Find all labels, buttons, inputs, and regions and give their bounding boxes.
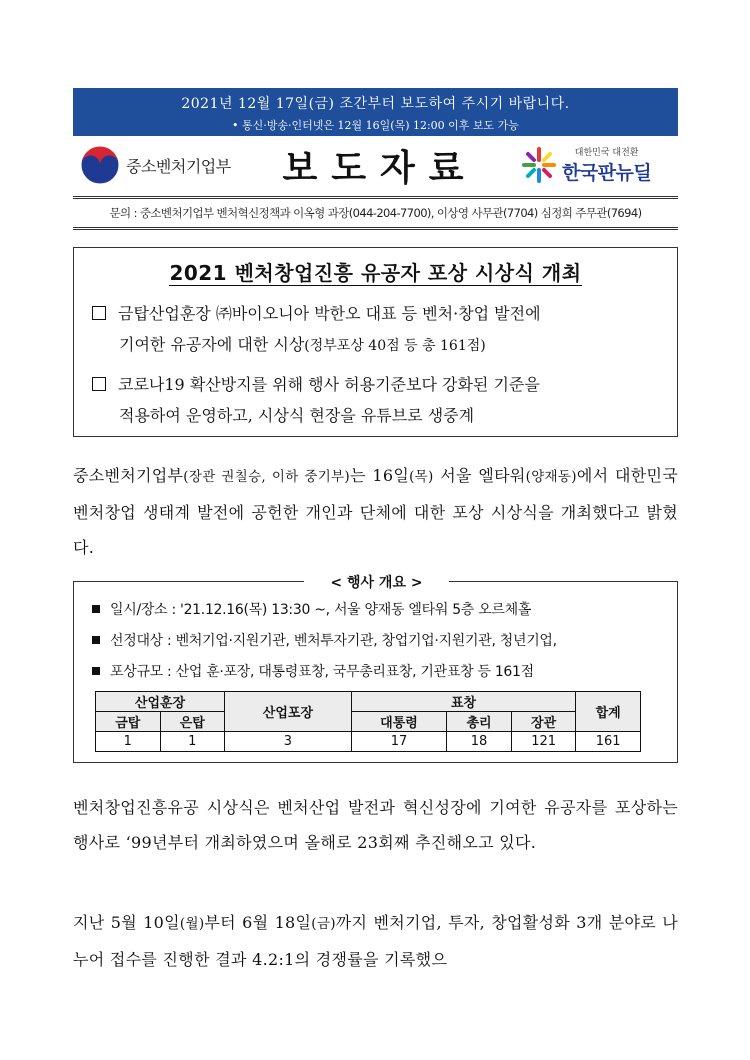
cell-silver: 1 xyxy=(160,732,225,752)
square-bullet-icon xyxy=(92,377,106,391)
square-bullet-icon xyxy=(92,605,100,613)
col-minister: 장관 xyxy=(511,712,576,732)
table-row xyxy=(96,732,641,752)
headline-title: 2021 벤처창업진흥 유공자 포상 시상식 개최 xyxy=(169,261,582,285)
headline-bullet-2: 코로나19 확산방지를 위해 행사 허용기준보다 강화된 기준을 적용하여 운영하고, 시상식 현장을 유튜브로 생중계 xyxy=(92,369,662,431)
new-deal-name: 한국판뉴딜 xyxy=(562,162,652,184)
col-president: 대통령 xyxy=(351,712,447,732)
cell-total: 161 xyxy=(576,732,641,752)
cell-president: 17 xyxy=(351,732,447,752)
press-release-title: 보도자료 xyxy=(282,147,478,189)
event-item-scale: 포상규모 : 산업 훈·포장, 대통령표창, 국무총리표창, 기관표창 등 161점 xyxy=(92,661,534,681)
headline-box xyxy=(73,247,678,437)
embargo-banner xyxy=(73,88,678,136)
taegeuk-emblem-icon xyxy=(80,145,120,185)
contact-info: 문의 : 중소벤처기업부 벤처혁신정책과 이옥형 과장(044-204-7700), 이상영 사무관(7704) 심정희 주무관(7694) xyxy=(73,196,678,230)
cell-minister: 121 xyxy=(511,732,576,752)
col-pyochang: 표창 xyxy=(351,692,576,712)
body-paragraph-2: 벤처창업진흥유공 시상식은 벤처산업 발전과 혁신성장에 기여한 유공자를 포상하는 행사로 ‘99년부터 개최하였으며 올해로 23회째 추진해오고 있다. xyxy=(73,798,678,852)
body-paragraph-3: 지난 5월 10일(월)부터 6월 18일(금)까지 벤처기업, 투자, 창업활성화 3개 분야로 나누어 접수를 진행한 결과 4.2:1의 경쟁률을 기록했으 xyxy=(73,913,678,969)
new-deal-logo xyxy=(520,145,651,185)
embargo-line-1: 2021년 12월 17일(금) 조간부터 보도하여 주시기 바랍니다. xyxy=(181,96,570,112)
new-deal-star-icon xyxy=(520,145,558,185)
event-overview-box xyxy=(73,575,678,763)
new-deal-tagline: 대한민국 대전환 xyxy=(574,148,639,158)
event-item-targets: 선정대상 : 벤처기업·지원기관, 벤처투자기관, 창업기업·지원기관, 청년기업, xyxy=(92,630,557,650)
col-gold: 금탑 xyxy=(96,712,161,732)
agency-name: 중소벤처기업부 xyxy=(126,156,231,176)
col-pm: 총리 xyxy=(447,712,512,732)
square-bullet-icon xyxy=(92,306,106,320)
cell-pojang: 3 xyxy=(225,732,352,752)
ministry-logo xyxy=(80,145,231,185)
square-bullet-icon xyxy=(92,636,100,644)
col-pojang: 산업포장 xyxy=(225,692,352,732)
event-overview-heading: < 행사 개요 > xyxy=(304,572,449,592)
event-item-datetime: 일시/장소 : '21.12.16(목) 13:30 ~, 서울 양재동 엘타워 5층 오르체홀 xyxy=(92,599,531,619)
square-bullet-icon xyxy=(92,667,100,675)
body-paragraph-1: 중소벤처기업부(장관 권칠승, 이하 중기부)는 16일(목) 서울 엘타워(양재동)에서 대한민국 벤처창업 생태계 발전에 공헌한 개인과 단체에 대한 포상 시상식을 개최했다고 밝혔다. xyxy=(73,466,678,557)
headline-bullet-1: 금탑산업훈장 ㈜바이오니아 박한오 대표 등 벤처·창업 발전에 기여한 유공자에 대한 시상(정부포상 40점 등 총 161점) xyxy=(92,298,662,362)
cell-gold: 1 xyxy=(96,732,161,752)
embargo-line-2: • 통신·방송·인터넷은 12월 16일(목) 12:00 이후 보도 가능 xyxy=(232,119,519,132)
award-stats-table xyxy=(95,691,641,752)
col-total: 합계 xyxy=(576,692,641,732)
col-medal: 산업훈장 xyxy=(96,692,225,712)
col-silver: 은탑 xyxy=(160,712,225,732)
cell-pm: 18 xyxy=(447,732,512,752)
